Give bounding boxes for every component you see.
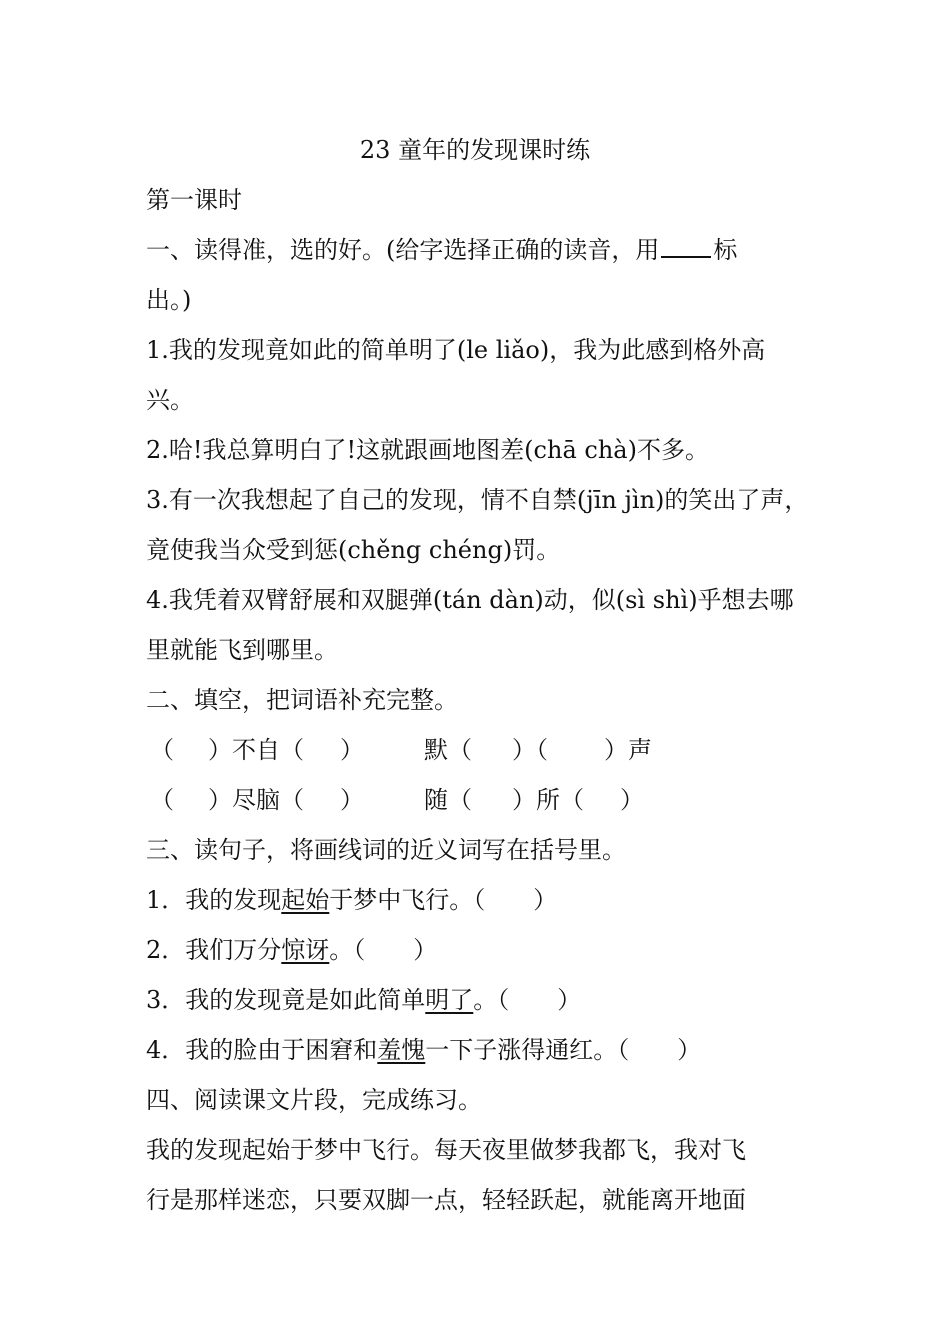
lesson-label: 第一课时 (146, 186, 242, 214)
section3-heading: 三、读句子，将画线词的近义词写在括号里。 (146, 836, 626, 864)
section1-item-1: 1.我的发现竟如此的简单明了(le liǎo)，我为此感到格外高 (146, 336, 766, 364)
passage-line-1: 我的发现起始于梦中飞行。每天夜里做梦我都飞，我对飞 (146, 1136, 746, 1164)
underlined-word: 起始 (281, 886, 330, 914)
sentence-text: 一下子涨得通红。（ ） (425, 1036, 702, 1064)
fill-blank-cell: 默（ (424, 736, 472, 764)
fill-blank-cell: ） (620, 786, 644, 814)
sentence-text: 。（ ） (329, 936, 438, 964)
fill-blank-cell: （ (150, 736, 174, 764)
section1-item-3: 3.有一次我想起了自己的发现，情不自禁(jīn jìn)的笑出了声， (146, 486, 809, 514)
sentence-text: 4．我的脸由于困窘和 (146, 1036, 378, 1064)
section1-item-2: 2.哈!我总算明白了!这就跟画地图差(chā chà)不多。 (146, 436, 709, 464)
section1-item-1-cont: 兴。 (146, 386, 194, 414)
fill-blank-cell: ） (340, 786, 364, 814)
fill-blank-cell: ）声 (604, 736, 652, 764)
section1-item-4: 4.我凭着双臂舒展和双腿弹(tán dàn)动，似(sì shì)乎想去哪 (146, 586, 794, 614)
underlined-word: 羞愧 (377, 1036, 426, 1064)
fill-blank-cell: 随（ (424, 786, 472, 814)
fill-blank-cell: ） (340, 736, 364, 764)
section1-item-4-cont: 里就能飞到哪里。 (146, 636, 338, 664)
passage-line-2: 行是那样迷恋，只要双脚一点，轻轻跃起，就能离开地面 (146, 1186, 746, 1214)
sentence-text: 。（ ） (473, 986, 582, 1014)
section1-heading-text: 一、读得准，选的好。(给字选择正确的读音，用 (146, 236, 660, 264)
section3-item-2 (146, 932, 437, 968)
underlined-word: 惊讶 (281, 936, 330, 964)
section1-heading-text-2: 标 (713, 236, 738, 264)
sentence-text: 1．我的发现 (146, 886, 282, 914)
fill-blank-row-1 (0, 732, 950, 768)
section3-item-1 (146, 882, 557, 918)
section3-item-4 (146, 1032, 701, 1068)
section1-heading (146, 232, 737, 268)
section1-heading-cont: 出。) (146, 286, 192, 314)
fill-blank-cell: ）所（ (512, 786, 584, 814)
section4-heading: 四、阅读课文片段，完成练习。 (146, 1086, 482, 1114)
section1-item-3-cont: 竟使我当众受到惩(chěng chéng)罚。 (146, 536, 561, 564)
fill-blank-cell: ）尽脑（ (208, 786, 304, 814)
underlined-word: 明了 (425, 986, 474, 1014)
fill-blank-cell: ）（ (512, 736, 548, 764)
fill-blank-row-2 (0, 782, 950, 818)
fill-blank-cell: ）不自（ (208, 736, 304, 764)
sentence-text: 于梦中飞行。（ ） (329, 886, 558, 914)
page-title: 23 童年的发现课时练 (359, 136, 591, 164)
sentence-text: 2．我们万分 (146, 936, 282, 964)
fill-blank-cell: （ (150, 786, 174, 814)
section3-item-3 (146, 982, 581, 1018)
sentence-text: 3．我的发现竟是如此简单 (146, 986, 426, 1014)
section2-heading: 二、填空，把词语补充完整。 (146, 686, 458, 714)
underline-blank (661, 234, 711, 258)
